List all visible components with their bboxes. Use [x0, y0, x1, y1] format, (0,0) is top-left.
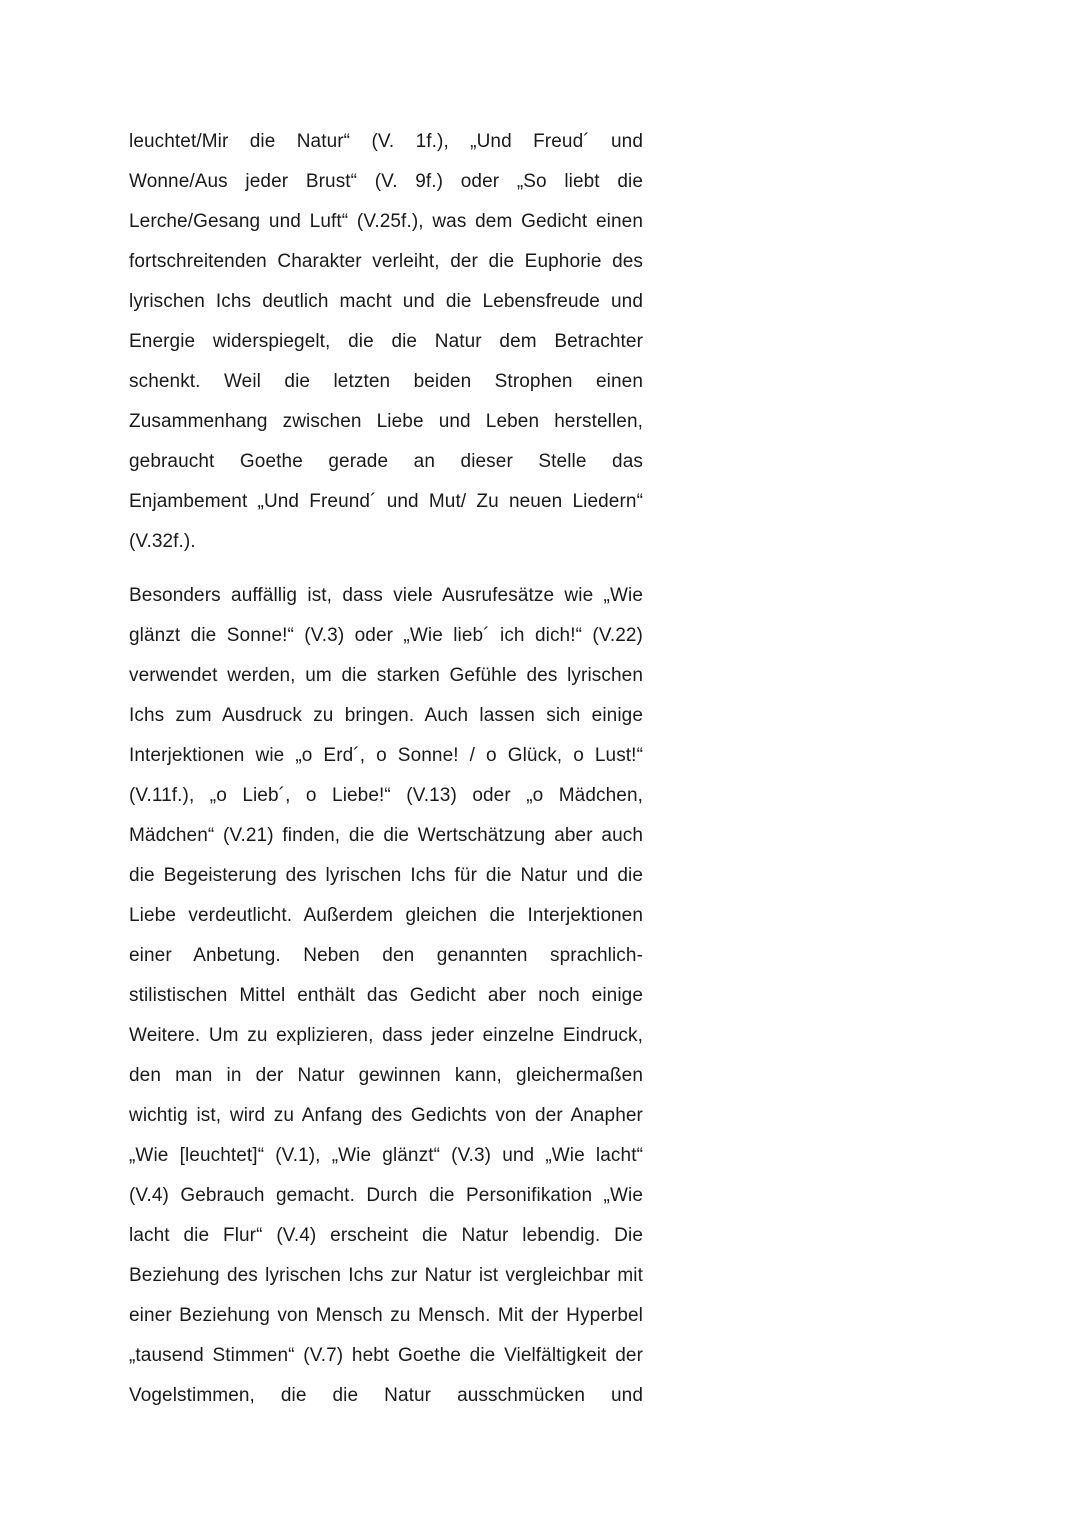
text-line: Zusammenhang zwischen Liebe und Leben herstellen, — [129, 411, 643, 432]
text-line: den man in der Natur gewinnen kann, gleichermaßen — [129, 1065, 643, 1086]
text-line: leuchtet/Mir die Natur“ (V. 1f.), „Und Freud´ und — [129, 131, 643, 152]
paragraph-2 — [129, 576, 643, 1416]
text-line: fortschreitenden Charakter verleiht, der die Euphorie des — [129, 251, 643, 272]
text-line: Liebe verdeutlicht. Außerdem gleichen die Interjektionen — [129, 905, 643, 926]
text-line: gebraucht Goethe gerade an dieser Stelle das — [129, 451, 643, 472]
text-line: Mädchen“ (V.21) finden, die die Wertschätzung aber auch — [129, 825, 643, 846]
text-line: schenkt. Weil die letzten beiden Strophen einen — [129, 371, 643, 392]
text-line: lyrischen Ichs deutlich macht und die Lebensfreude und — [129, 291, 643, 312]
text-line: stilistischen Mittel enthält das Gedicht aber noch einige — [129, 985, 643, 1006]
text-line: Beziehung des lyrischen Ichs zur Natur ist vergleichbar mit — [129, 1265, 643, 1286]
text-line: Wonne/Aus jeder Brust“ (V. 9f.) oder „So liebt die — [129, 171, 643, 192]
text-line: Lerche/Gesang und Luft“ (V.25f.), was dem Gedicht einen — [129, 211, 643, 232]
text-line: Energie widerspiegelt, die die Natur dem Betrachter — [129, 331, 643, 352]
text-line: Besonders auffällig ist, dass viele Ausrufesätze wie „Wie — [129, 585, 643, 606]
text-line: einer Anbetung. Neben den genannten sprachlich- — [129, 945, 643, 966]
text-line: lacht die Flur“ (V.4) erscheint die Natur lebendig. Die — [129, 1225, 643, 1246]
text-line: Ichs zum Ausdruck zu bringen. Auch lassen sich einige — [129, 705, 643, 726]
text-line: Vogelstimmen, die die Natur ausschmücken und — [129, 1385, 643, 1406]
text-line: (V.11f.), „o Lieb´, o Liebe!“ (V.13) oder „o Mädchen, — [129, 785, 643, 806]
text-line: „tausend Stimmen“ (V.7) hebt Goethe die Vielfältigkeit der — [129, 1345, 643, 1366]
text-line: die Begeisterung des lyrischen Ichs für die Natur und die — [129, 865, 643, 886]
text-line: (V.4) Gebrauch gemacht. Durch die Personifikation „Wie — [129, 1185, 643, 1206]
paragraph-1 — [129, 122, 643, 562]
text-line: einer Beziehung von Mensch zu Mensch. Mit der Hyperbel — [129, 1305, 643, 1326]
document-page — [129, 122, 643, 1416]
text-line: (V.32f.). — [129, 531, 196, 552]
text-line: Interjektionen wie „o Erd´, o Sonne! / o Glück, o Lust!“ — [129, 745, 643, 766]
text-line: „Wie [leuchtet]“ (V.1), „Wie glänzt“ (V.3) und „Wie lacht“ — [129, 1145, 643, 1166]
text-line: Enjambement „Und Freund´ und Mut/ Zu neuen Liedern“ — [129, 491, 643, 512]
text-line: Weitere. Um zu explizieren, dass jeder einzelne Eindruck, — [129, 1025, 643, 1046]
text-line: wichtig ist, wird zu Anfang des Gedichts von der Anapher — [129, 1105, 643, 1126]
text-line: verwendet werden, um die starken Gefühle des lyrischen — [129, 665, 643, 686]
text-line: glänzt die Sonne!“ (V.3) oder „Wie lieb´ ich dich!“ (V.22) — [129, 625, 643, 646]
